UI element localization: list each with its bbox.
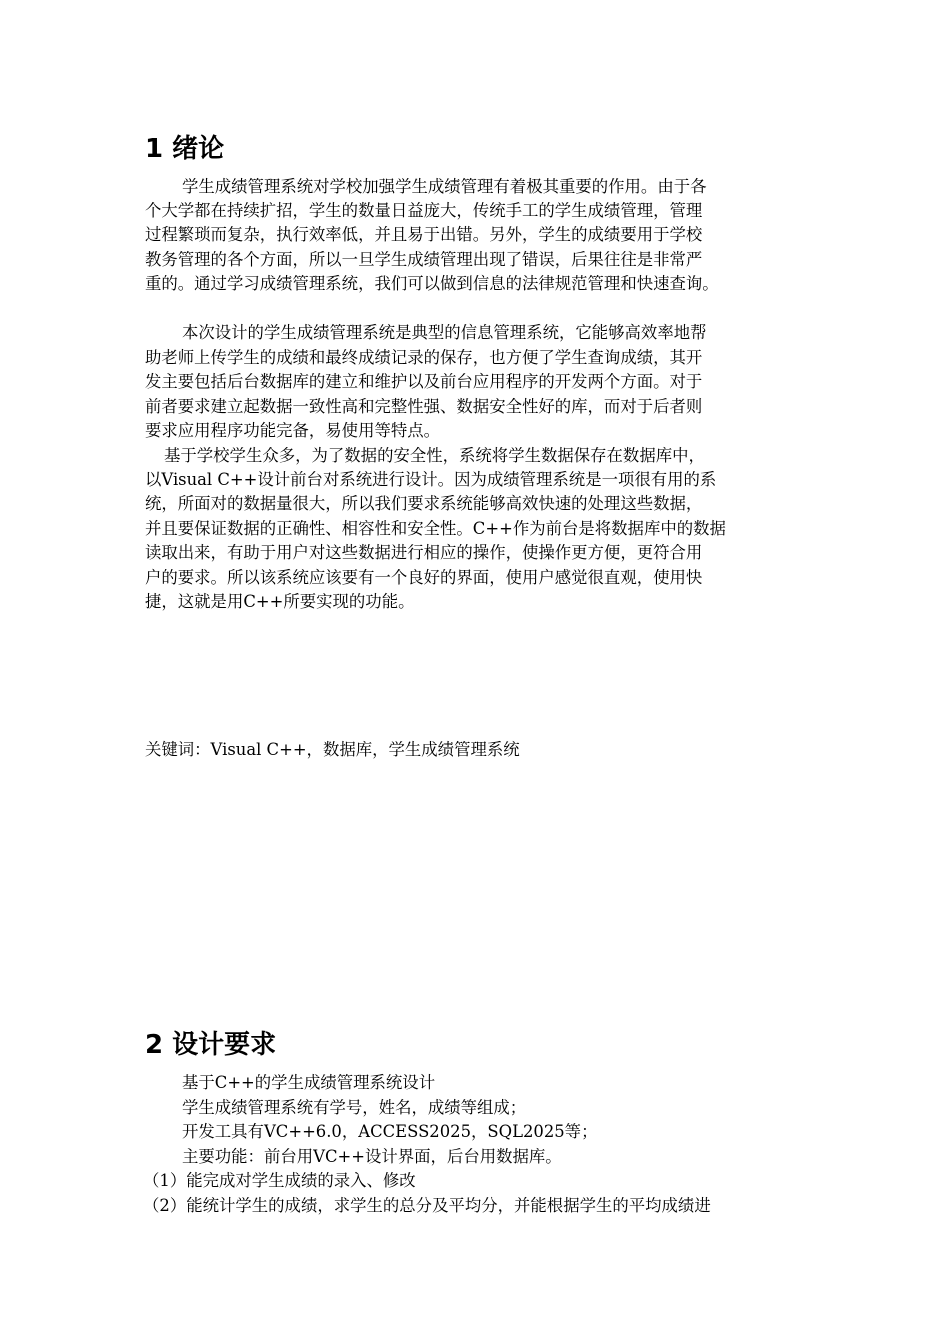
paragraph-3-line: 捷，这就是用C++所要实现的功能。 [145,592,415,611]
paragraph-3-line: 户的要求。所以该系统应该要有一个良好的界面，使用户感觉很直观，使用快 [145,568,703,587]
keywords-line: 关键词：Visual C++，数据库，学生成绩管理系统 [145,740,520,759]
requirement-line: 主要功能：前台用VC++设计界面，后台用数据库。 [182,1147,562,1166]
requirement-item: （2）能统计学生的成绩，求学生的总分及平均分，并能根据学生的平均成绩进 [143,1196,711,1215]
paragraph-1-line: 学生成绩管理系统对学校加强学生成绩管理有着极其重要的作用。由于各 [182,177,707,196]
paragraph-3-line: 并且要保证数据的正确性、相容性和安全性。C++作为前台是将数据库中的数据 [145,519,726,538]
paragraph-1-line: 重的。通过学习成绩管理系统，我们可以做到信息的法律规范管理和快速查询。 [145,274,719,293]
paragraph-3-line: 以Visual C++设计前台对系统进行设计。因为成绩管理系统是一项很有用的系 [145,470,717,489]
requirement-line: 基于C++的学生成绩管理系统设计 [182,1073,436,1092]
paragraph-3-line: 读取出来，有助于用户对这些数据进行相应的操作，使操作更方便，更符合用 [145,543,703,562]
paragraph-2-line: 前者要求建立起数据一致性高和完整性强、数据安全性好的库，而对于后者则 [145,397,703,416]
paragraph-2-line: 助老师上传学生的成绩和最终成绩记录的保存，也方便了学生查询成绩，其开 [145,348,703,367]
paragraph-1-line: 过程繁琐而复杂，执行效率低，并且易于出错。另外，学生的成绩要用于学校 [145,225,703,244]
paragraph-2-line: 要求应用程序功能完备，易使用等特点。 [145,421,441,440]
paragraph-1-line: 个大学都在持续扩招，学生的数量日益庞大，传统手工的学生成绩管理，管理 [145,201,703,220]
requirement-line: 学生成绩管理系统有学号，姓名，成绩等组成； [182,1098,527,1117]
paragraph-3-line: 基于学校学生众多，为了数据的安全性，系统将学生数据保存在数据库中， [164,446,705,465]
requirement-item: （1）能完成对学生成绩的录入、修改 [143,1171,416,1190]
section-2-heading: 2 设计要求 [145,1030,277,1060]
section-1-heading: 1 绪论 [145,134,225,164]
paragraph-1-line: 教务管理的各个方面，所以一旦学生成绩管理出现了错误，后果往往是非常严 [145,250,703,269]
paragraph-3-line: 统，所面对的数据量很大，所以我们要求系统能够高效快速的处理这些数据， [145,494,703,513]
paragraph-2-line: 发主要包括后台数据库的建立和维护以及前台应用程序的开发两个方面。对于 [145,372,703,391]
requirement-line: 开发工具有VC++6.0，ACCESS2025，SQL2025等； [182,1122,598,1141]
paragraph-2-line: 本次设计的学生成绩管理系统是典型的信息管理系统，它能够高效率地帮 [182,323,707,342]
